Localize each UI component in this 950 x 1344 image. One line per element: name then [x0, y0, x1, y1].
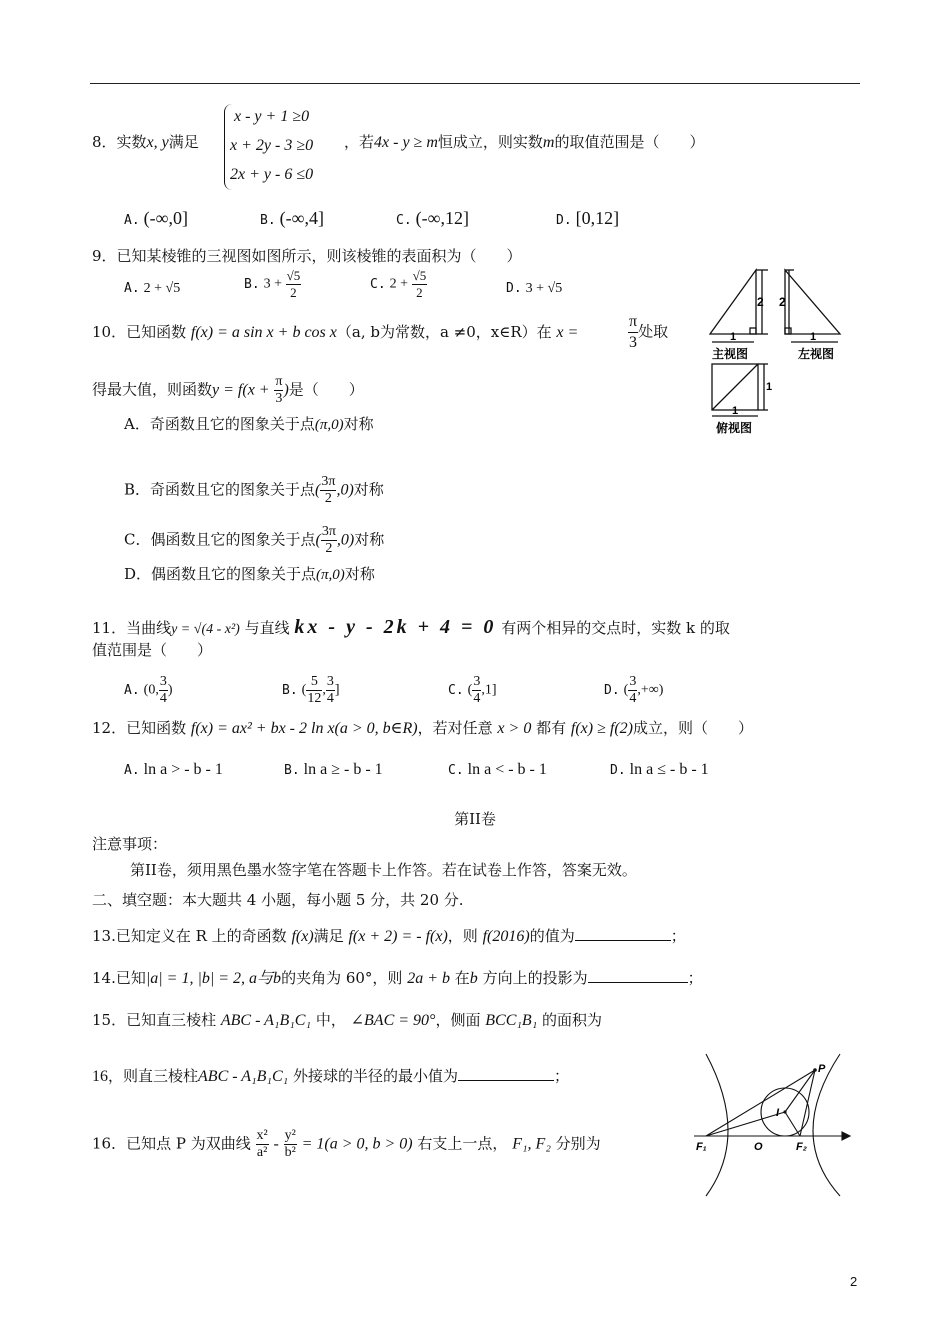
q15-answer-blank[interactable]	[458, 1066, 554, 1081]
q8-option-c: C. (-∞,12]	[396, 208, 469, 228]
side-view-label: 左视图	[798, 347, 835, 361]
three-view-figure	[700, 262, 850, 442]
header-rule	[90, 83, 860, 84]
q10-pi-over-3: $\frac{\pi}{3}$ 处取	[629, 313, 669, 351]
q11-option-d: D. ( $\frac{3}{4}$ ,+∞)	[604, 674, 664, 706]
label-o: O	[754, 1141, 763, 1153]
q11-line2: 值范围是（ ）	[92, 641, 213, 659]
label-f1: F₁	[696, 1141, 707, 1153]
q9-option-a: A. 2 + √5	[124, 281, 181, 296]
q11-line1: 11．当曲线y = √(4 - x²) 与直线 kx - y - 2k + 4 = 0 有两个相异的交点时，实数 k 的取	[92, 616, 730, 638]
front-view-triangle	[710, 270, 756, 334]
q12-option-c: C. ln a < - b - 1	[448, 761, 547, 778]
dim-top-width: 1	[732, 405, 739, 417]
q11-option-c: C. ( $\frac{3}{4}$ ,1]	[448, 674, 497, 706]
q13-answer-blank[interactable]	[575, 926, 671, 941]
front-view-label: 主视图	[712, 347, 749, 361]
q16-line: 16．已知点 P 为双曲线 $\frac{\text{x²}}{\text{a²}}$ - $\frac{\text{y²}}{\text{b²}}$ = 1(a > 0, b > 0) 右支上一点， F₁, F₂ 分别为	[92, 1128, 601, 1160]
q13-line: 13.已知定义在 R 上的奇函数 f(x)满足 f(x + 2) = - f(x)，则 f(2016)的值为 ；	[92, 927, 686, 945]
q10-option-a: A．奇函数且它的图象关于点(π,0)对称	[124, 415, 374, 433]
right-branch	[813, 1054, 840, 1196]
q8-ineq-2: x + 2y - 3 ≥0	[230, 137, 314, 154]
q11-option-a: A. (0, $\frac{3}{4}$ )	[124, 674, 173, 706]
q12-line1: 12．已知函数 f(x) = ax² + bx - 2 ln x(a > 0, b∈R)，若对任意 x > 0 都有 f(x) ≥ f(2)成立，则（ ）	[92, 719, 754, 737]
notice-title: 注意事项：	[92, 835, 168, 853]
q8-option-a: A. (-∞,0]	[124, 208, 188, 228]
dim-front-height: 2	[757, 295, 764, 309]
hyperbola-figure	[690, 1050, 860, 1200]
q9-option-c: C. 2 + $\frac{√5}{2}$	[370, 268, 427, 300]
page-number: 2	[850, 1274, 858, 1289]
side-view-triangle	[785, 270, 840, 334]
q15-line2: 16，则直三棱柱ABC - A₁B₁C₁ 外接球的半径的最小值为 ；	[92, 1067, 569, 1085]
q10-option-d: D．偶函数且它的图象关于点(π,0)对称	[124, 565, 375, 583]
part2-title: 第II卷	[454, 810, 496, 828]
q8-tail: ，若4x - y ≥ m恒成立，则实数m的取值范围是（ ）	[344, 133, 705, 151]
q8-ineq-1: x - y + 1 ≥0	[234, 108, 310, 125]
q12-option-b: B. ln a ≥ - b - 1	[284, 761, 383, 778]
q10-option-c: C．偶函数且它的图象关于点( $\frac{3\pi}{2}$ ,0)对称	[124, 524, 385, 556]
q11-option-b: B. ( $\frac{5}{12}$ , $\frac{3}{4}$ ]	[282, 674, 340, 706]
label-f2: F₂	[796, 1141, 807, 1153]
q9-stem: 9．已知某棱锥的三视图如图所示，则该棱锥的表面积为（ ）	[92, 247, 522, 265]
dim-side-width: 1	[810, 331, 817, 343]
q14-line: 14.已知|a| = 1, |b| = 2, a与b的夹角为 60°，则 2a + b 在b 方向上的投影为 ；	[92, 969, 703, 987]
dim-top-height: 1	[766, 381, 773, 393]
notice-body: 第II卷，须用黑色墨水签字笔在答题卡上作答。若在试卷上作答，答案无效。	[130, 861, 637, 879]
q15-line1: 15．已知直三棱柱 ABC - A₁B₁C₁ 中， ∠BAC = 90°，侧面 BCC₁B₁ 的面积为	[92, 1011, 603, 1029]
label-i: I	[776, 1107, 780, 1119]
q10-line1: 10．已知函数 f(x) = a sin x + b cos x（a, b为常数，a ≠0，x∈R）在 x =	[92, 323, 579, 341]
q8-ineq-3: 2x + y - 6 ≤0	[230, 166, 314, 183]
q8-option-b: B. (-∞,4]	[260, 208, 324, 228]
q12-option-d: D. ln a ≤ - b - 1	[610, 761, 709, 778]
q14-answer-blank[interactable]	[588, 968, 688, 983]
q10-option-b: B．奇函数且它的图象关于点( $\frac{3\pi}{2}$ ,0)对称	[124, 474, 384, 506]
q9-option-b: B. 3 + $\frac{√5}{2}$	[244, 268, 301, 300]
x-axis-arrow	[842, 1132, 850, 1140]
q9-option-d: D. 3 + √5	[506, 281, 563, 296]
section-heading: 二、填空题：本大题共 4 小题，每小题 5 分，共 20 分.	[92, 891, 464, 909]
top-view-label: 俯视图	[716, 421, 753, 435]
q12-option-a: A. ln a > - b - 1	[124, 761, 223, 778]
dim-front-width: 1	[730, 331, 737, 343]
q8-option-d: D. [0,12]	[556, 208, 620, 228]
q10-line2: 得最大值，则函数y = f(x + $\frac{\pi}{3}$ )是（ ）	[92, 374, 364, 406]
q8-lead: 8．实数x, y满足	[92, 133, 199, 151]
label-p: P	[818, 1063, 826, 1075]
dim-side-height: 2	[779, 295, 786, 309]
